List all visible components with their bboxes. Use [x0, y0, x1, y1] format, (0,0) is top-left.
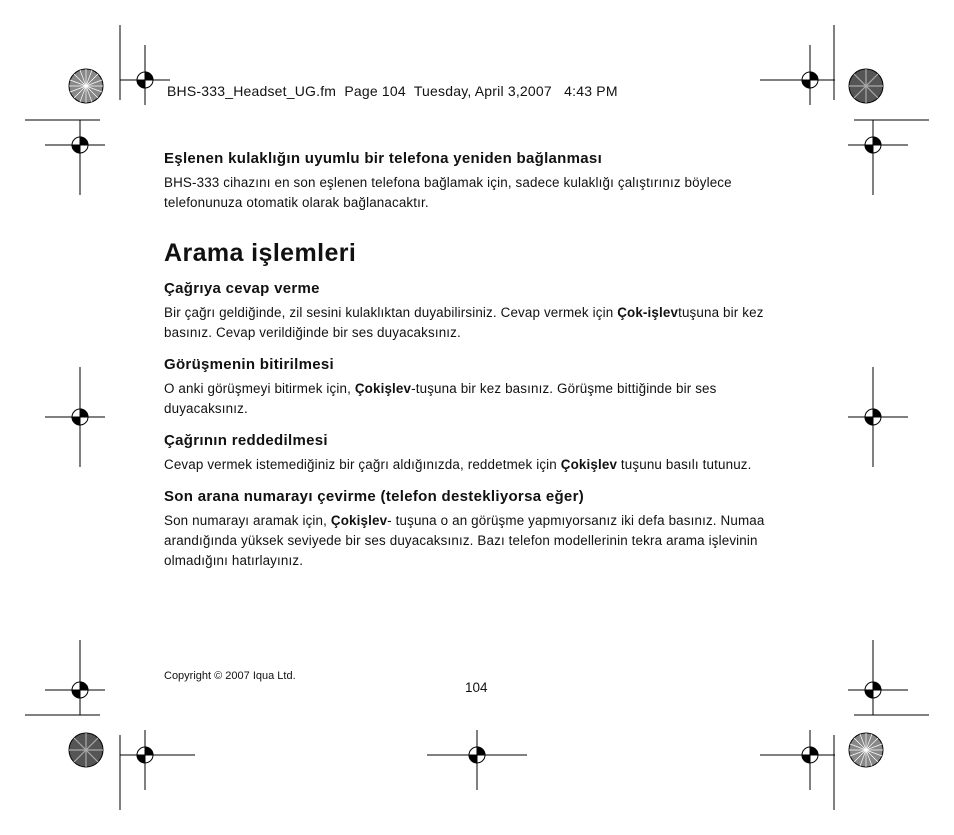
section-body: Bir çağrı geldiğinde, zil sesini kulaklıktan duyabilirsiniz. Cevap vermek için Çok-işlevtuşuna bir kez basınız. Cevap verildiğinde bir ses duyacaksınız. — [164, 305, 764, 340]
button-name: Çokişlev — [354, 381, 412, 396]
section-body: O anki görüşmeyi bitirmek için, Çokişlev-tuşuna bir kez basınız. Görüşme bittiğinde bir ses duyacaksınız. — [164, 381, 717, 416]
section-answer-call — [164, 280, 784, 343]
intro-body: BHS-333 cihazını en son eşlenen telefona bağlamak için, sadece kulaklığı çalıştırınız böylece telefonunuza otomatik olarak bağlanacaktır. — [164, 175, 732, 210]
intro-heading: Eşlenen kulaklığın uyumlu bir telefona yeniden bağlanması — [164, 150, 603, 167]
running-head: BHS-333_Headset_UG.fm Page 104 Tuesday, April 3,2007 4:43 PM — [167, 83, 618, 99]
page-content — [164, 150, 784, 584]
button-name: Çokişlev — [330, 513, 388, 528]
section-body: Son numarayı aramak için, Çokişlev- tuşuna o an görüşme yapmıyorsanız iki defa basınız. Numaa arandığında yüksek seviyede bir ses duyacaksınız. Bazı telefon modellerinin tekra arama işlevinin olmadığını hatırlayınız. — [164, 513, 765, 568]
button-name: Çok-işlev — [617, 305, 679, 320]
copyright-notice: Copyright © 2007 Iqua Ltd. — [164, 670, 296, 682]
button-name: Çokişlev — [560, 457, 618, 472]
page-title: Arama işlemleri — [164, 239, 357, 267]
section-redial — [164, 488, 784, 571]
section-heading: Çağrının reddedilmesi — [164, 432, 328, 449]
intro-section — [164, 150, 784, 213]
section-reject-call — [164, 432, 784, 475]
page-number: 104 — [465, 680, 488, 695]
section-heading: Çağrıya cevap verme — [164, 280, 320, 297]
section-heading: Son arana numarayı çevirme (telefon destekliyorsa eğer) — [164, 488, 584, 505]
section-heading: Görüşmenin bitirilmesi — [164, 356, 334, 373]
section-end-call — [164, 356, 784, 419]
section-body: Cevap vermek istemediğiniz bir çağrı aldığınızda, reddetmek için Çokişlev tuşunu basılı tutunuz. — [164, 457, 752, 472]
